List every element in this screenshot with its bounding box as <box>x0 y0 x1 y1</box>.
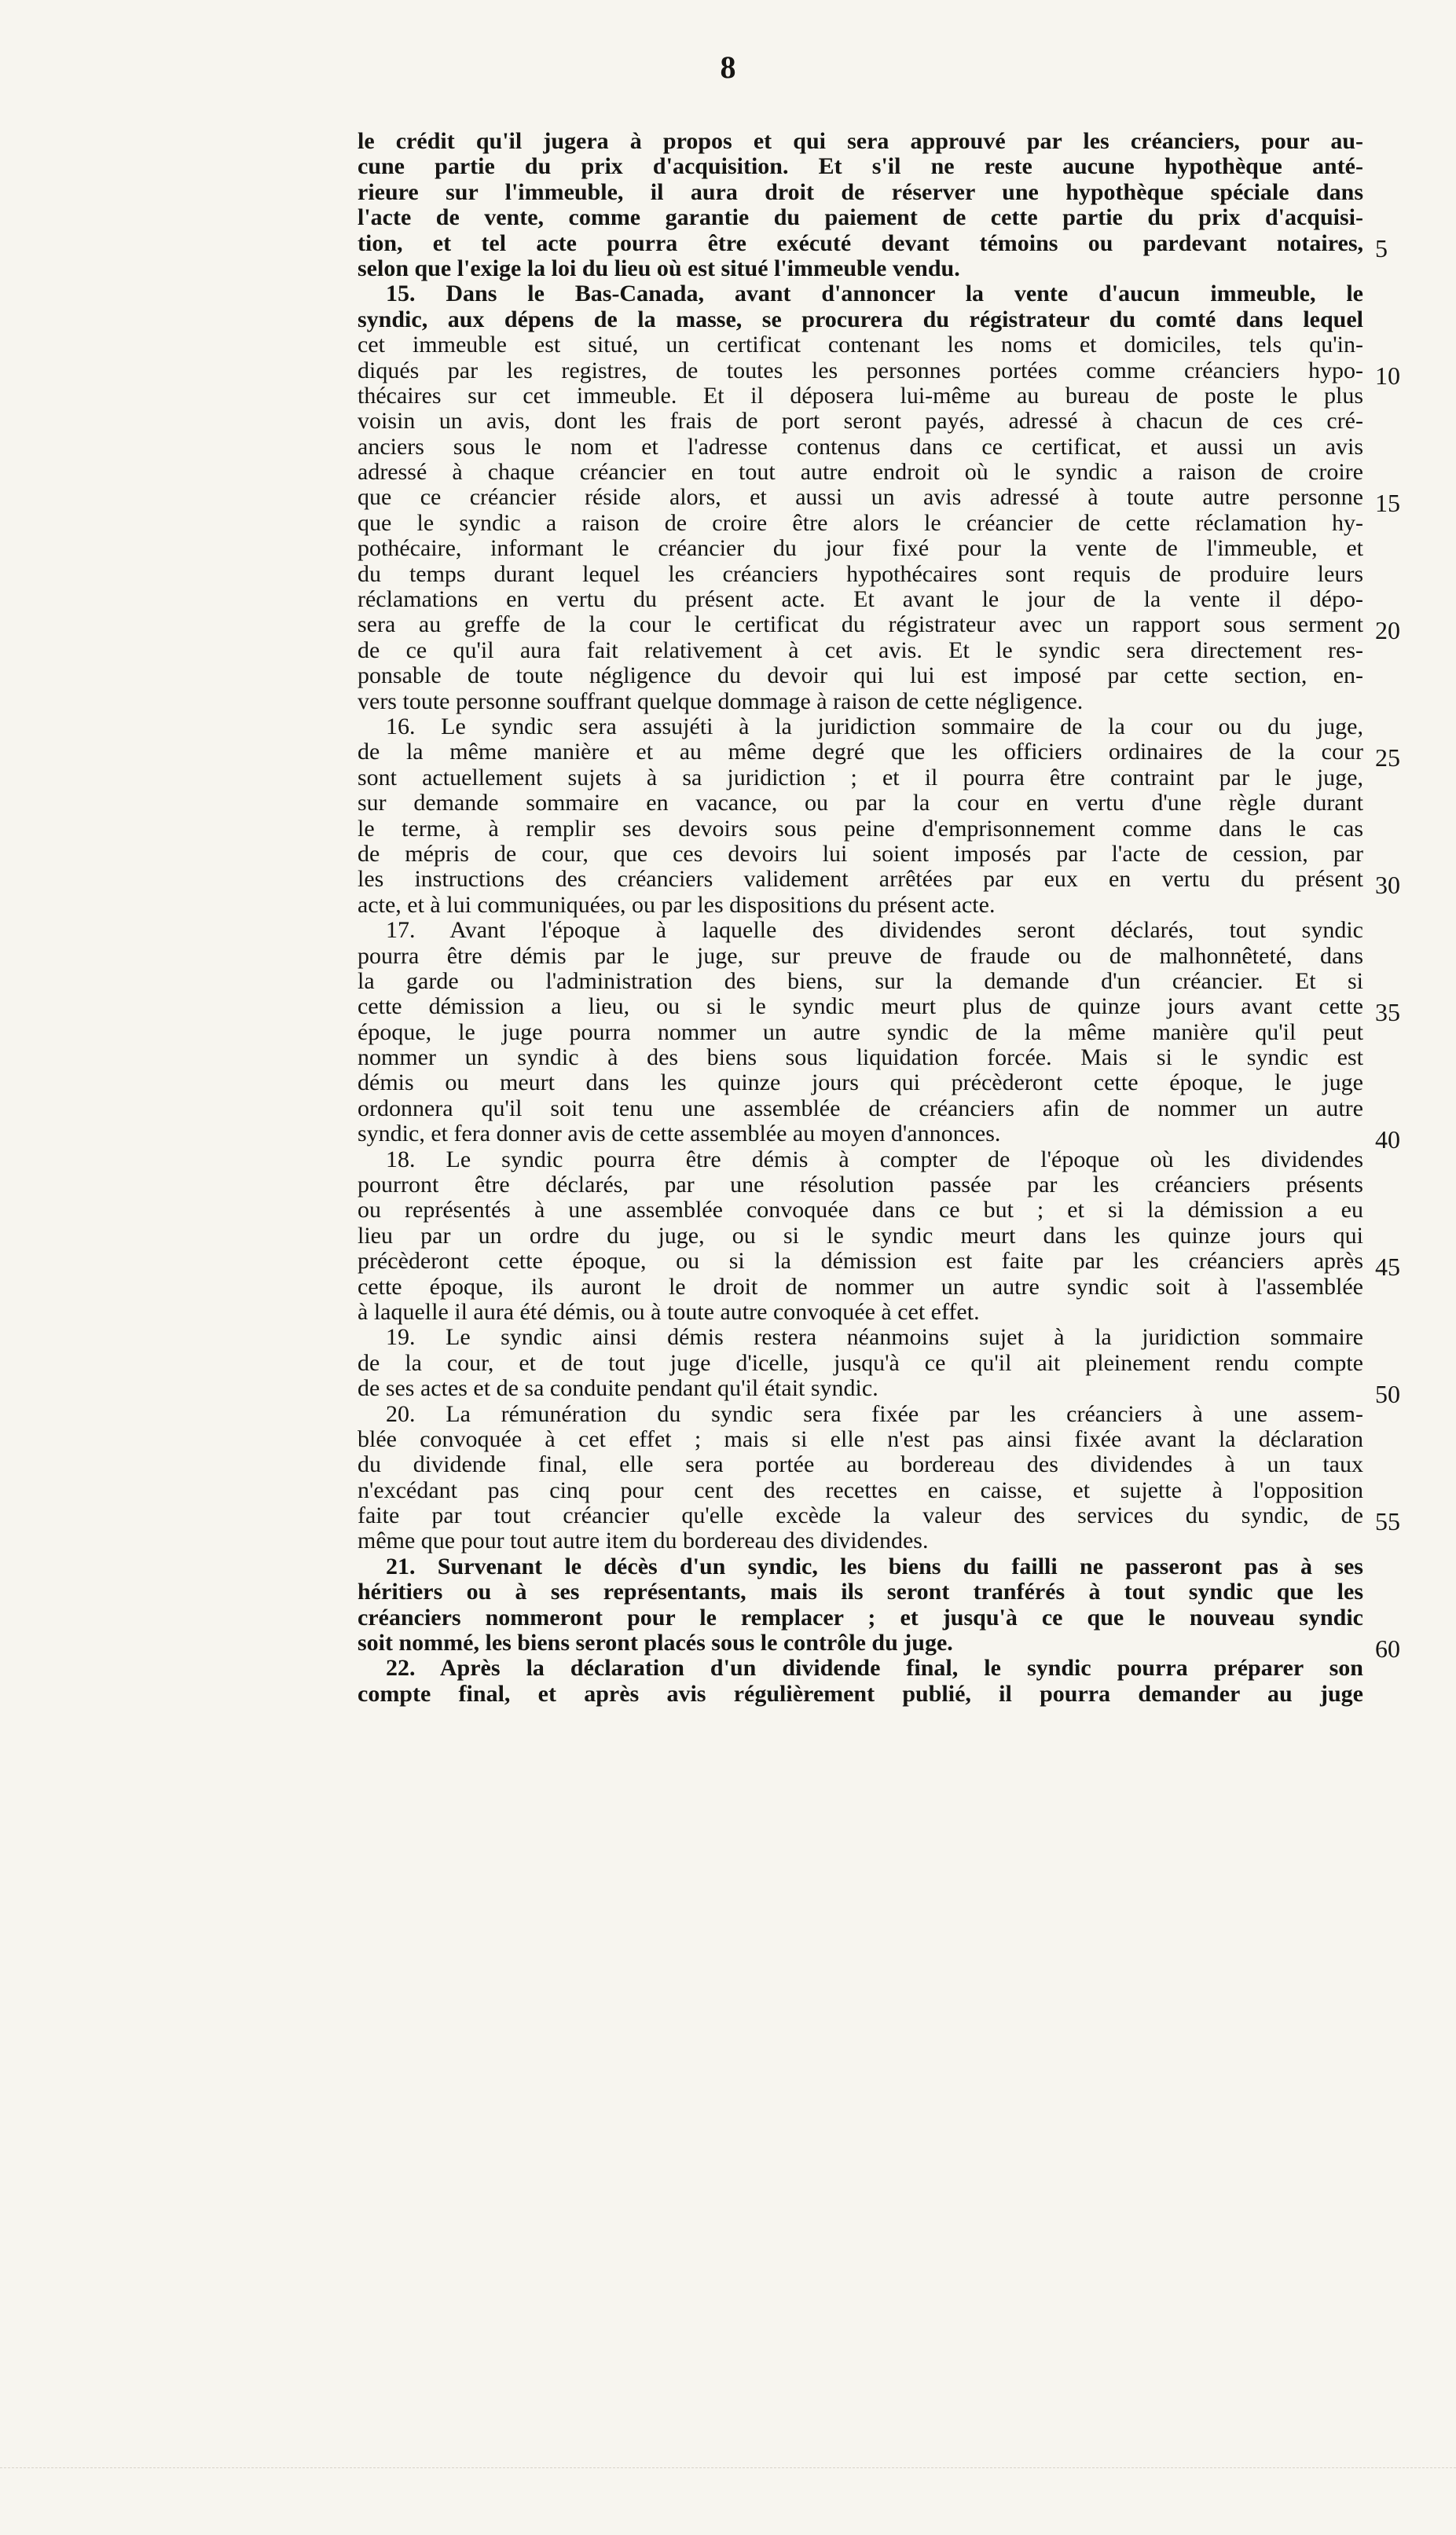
text-line: vers toute personne souffrant quelque dommage à raison de cette négligence. <box>358 688 1084 714</box>
margin-line-number: 20 <box>1375 615 1400 644</box>
text-line: pourront être déclarés, par une résolution passée par les créanciers présents <box>358 1172 1363 1198</box>
margin-line-number: 40 <box>1375 1124 1400 1154</box>
body-text <box>358 129 1363 1707</box>
margin-line-number: 30 <box>1375 870 1400 899</box>
text-line: syndic, et fera donner avis de cette assemblée au moyen d'annonces. <box>358 1121 1001 1147</box>
text-line: 17. Avant l'époque à laquelle des dividendes seront déclarés, tout syndic <box>386 917 1363 944</box>
text-line: le terme, à remplir ses devoirs sous peine d'emprisonnement comme dans le cas <box>358 815 1363 842</box>
text-line: du temps durant lequel les créanciers hypothécaires sont requis de produire leurs <box>358 560 1363 587</box>
text-line: de ce qu'il aura fait relativement à cet avis. Et le syndic sera directement res- <box>358 637 1363 663</box>
text-line: de mépris de cour, que ces devoirs lui soient imposés par l'acte de cession, par <box>358 840 1363 867</box>
text-line: ordonnera qu'il soit tenu une assemblée de créanciers afin de nommer un autre <box>358 1095 1363 1121</box>
text-line: faite par tout créancier qu'elle excède la valeur des services du syndic, de <box>358 1502 1363 1529</box>
text-line: de la cour, et de tout juge d'icelle, jusqu'à ce qu'il ait pleinement rendu compte <box>358 1349 1363 1376</box>
text-line: du dividende final, elle sera portée au bordereau des dividendes à un taux <box>358 1451 1363 1478</box>
text-line: l'acte de vente, comme garantie du paiement de cette partie du prix d'acquisi- <box>358 204 1363 231</box>
text-line: que ce créancier réside alors, et aussi un avis adressé à toute autre personne <box>358 484 1363 511</box>
text-line: adressé à chaque créancier en tout autre endroit où le syndic a raison de croire <box>358 459 1363 486</box>
text-line: soit nommé, les biens seront placés sous le contrôle du juge. <box>358 1630 953 1656</box>
text-line: nommer un syndic à des biens sous liquidation forcée. Mais si le syndic est <box>358 1044 1363 1071</box>
text-line: 19. Le syndic ainsi démis restera néanmoins sujet à la juridiction sommaire <box>386 1324 1363 1351</box>
margin-line-number: 60 <box>1375 1634 1400 1663</box>
text-line: sont actuellement sujets à sa juridiction ; et il pourra être contraint par le juge, <box>358 764 1363 791</box>
text-line: sera au greffe de la cour le certificat du régistrateur avec un rapport sous serment <box>358 611 1363 638</box>
text-line: thécaires sur cet immeuble. Et il déposera lui-même au bureau de poste le plus <box>358 382 1363 409</box>
text-line: réclamations en vertu du présent acte. Et avant le jour de la vente il dépo- <box>358 586 1363 613</box>
text-line: anciers sous le nom et l'adresse contenus dans ce certificat, et aussi un avis <box>358 433 1363 460</box>
text-line: tion, et tel acte pourra être exécuté devant témoins ou pardevant notaires, <box>358 229 1363 256</box>
margin-line-number: 50 <box>1375 1379 1400 1408</box>
text-line: 20. La rémunération du syndic sera fixée par les créanciers à une assem- <box>386 1400 1363 1427</box>
text-line: que le syndic a raison de croire être alors le créancier de cette réclamation hy- <box>358 509 1363 536</box>
text-line: diqués par les registres, de toutes les personnes portées comme créanciers hypo- <box>358 357 1363 383</box>
text-line: 18. Le syndic pourra être démis à compter de l'époque où les dividendes <box>386 1146 1363 1172</box>
text-line: de la même manière et au même degré que les officiers ordinaires de la cour <box>358 739 1363 765</box>
text-line: le crédit qu'il jugera à propos et qui sera approuvé par les créanciers, pour au- <box>358 128 1363 154</box>
margin-line-number: 45 <box>1375 1252 1400 1281</box>
text-line: la garde ou l'administration des biens, sur la demande d'un créancier. Et si <box>358 967 1363 994</box>
margin-line-number: 10 <box>1375 361 1400 390</box>
text-line: même que pour tout autre item du bordereau des dividendes. <box>358 1528 929 1554</box>
text-line: créanciers nommeront pour le remplacer ; et jusqu'à ce que le nouveau syndic <box>358 1604 1363 1631</box>
text-line: 15. Dans le Bas-Canada, avant d'annoncer la vente d'aucun immeuble, le <box>386 281 1363 307</box>
text-line: sur demande sommaire en vacance, ou par la cour en vertu d'une règle durant <box>358 790 1363 816</box>
margin-line-number: 25 <box>1375 743 1400 772</box>
text-line: pothécaire, informant le créancier du jour fixé pour la vente de l'immeuble, et <box>358 535 1363 562</box>
text-line: acte, et à lui communiquées, ou par les dispositions du présent acte. <box>358 891 996 918</box>
text-line: époque, le juge pourra nommer un autre syndic de la même manière qu'il peut <box>358 1018 1363 1045</box>
text-line: de ses actes et de sa conduite pendant qu'il était syndic. <box>358 1375 878 1402</box>
text-line: cet immeuble est situé, un certificat contenant les noms et domiciles, tels qu'in- <box>358 332 1363 358</box>
text-line: ou représentés à une assemblée convoquée dans ce but ; et si la démission a eu <box>358 1197 1363 1223</box>
margin-line-number: 35 <box>1375 997 1400 1026</box>
text-line: n'excédant pas cinq pour cent des recettes en caisse, et sujette à l'opposition <box>358 1477 1363 1503</box>
margin-line-number: 5 <box>1375 233 1388 262</box>
margin-line-number: 55 <box>1375 1506 1400 1535</box>
text-line: selon que l'exige la loi du lieu où est situé l'immeuble vendu. <box>358 255 960 281</box>
text-line: démis ou meurt dans les quinze jours qui précèderont cette époque, le juge <box>358 1069 1363 1096</box>
text-line: cette démission a lieu, ou si le syndic meurt plus de quinze jours avant cette <box>358 993 1363 1020</box>
text-line: cette époque, ils auront le droit de nommer un autre syndic soit à l'assemblée <box>358 1273 1363 1300</box>
text-line: 22. Après la déclaration d'un dividende final, le syndic pourra préparer son <box>386 1655 1363 1682</box>
text-line: précèderont cette époque, ou si la démission est faite par les créanciers après <box>358 1248 1363 1275</box>
text-line: 21. Survenant le décès d'un syndic, les biens du failli ne passeront pas à ses <box>386 1553 1363 1579</box>
text-line: ponsable de toute négligence du devoir qui lui est imposé par cette section, en- <box>358 662 1363 689</box>
text-line: rieure sur l'immeuble, il aura droit de réserver une hypothèque spéciale dans <box>358 178 1363 205</box>
text-line: les instructions des créanciers validement arrêtées par eux en vertu du présent <box>358 866 1363 893</box>
text-line: à laquelle il aura été démis, ou à toute autre convoquée à cet effet. <box>358 1298 980 1325</box>
text-line: pourra être démis par le juge, sur preuve de fraude ou de malhonnêteté, dans <box>358 942 1363 969</box>
text-line: lieu par un ordre du juge, ou si le syndic meurt dans les quinze jours qui <box>358 1222 1363 1249</box>
text-line: voisin un avis, dont les frais de port seront payés, adressé à chacun de ces cré- <box>358 408 1363 435</box>
page-number: 8 <box>720 50 736 85</box>
text-line: cune partie du prix d'acquisition. Et s'il ne reste aucune hypothèque anté- <box>358 153 1363 180</box>
margin-line-number: 15 <box>1375 488 1400 517</box>
text-line: syndic, aux dépens de la masse, se procurera du régistrateur du comté dans lequel <box>358 306 1363 332</box>
text-line: 16. Le syndic sera assujéti à la juridiction sommaire de la cour ou du juge, <box>386 713 1363 739</box>
page-bottom-rule <box>0 2467 1456 2468</box>
text-line: blée convoquée à cet effet ; mais si elle n'est pas ainsi fixée avant la déclaration <box>358 1425 1363 1452</box>
text-line: héritiers ou à ses représentants, mais ils seront tranférés à tout syndic que les <box>358 1579 1363 1605</box>
text-line: compte final, et après avis régulièrement publié, il pourra demander au juge <box>358 1680 1363 1707</box>
